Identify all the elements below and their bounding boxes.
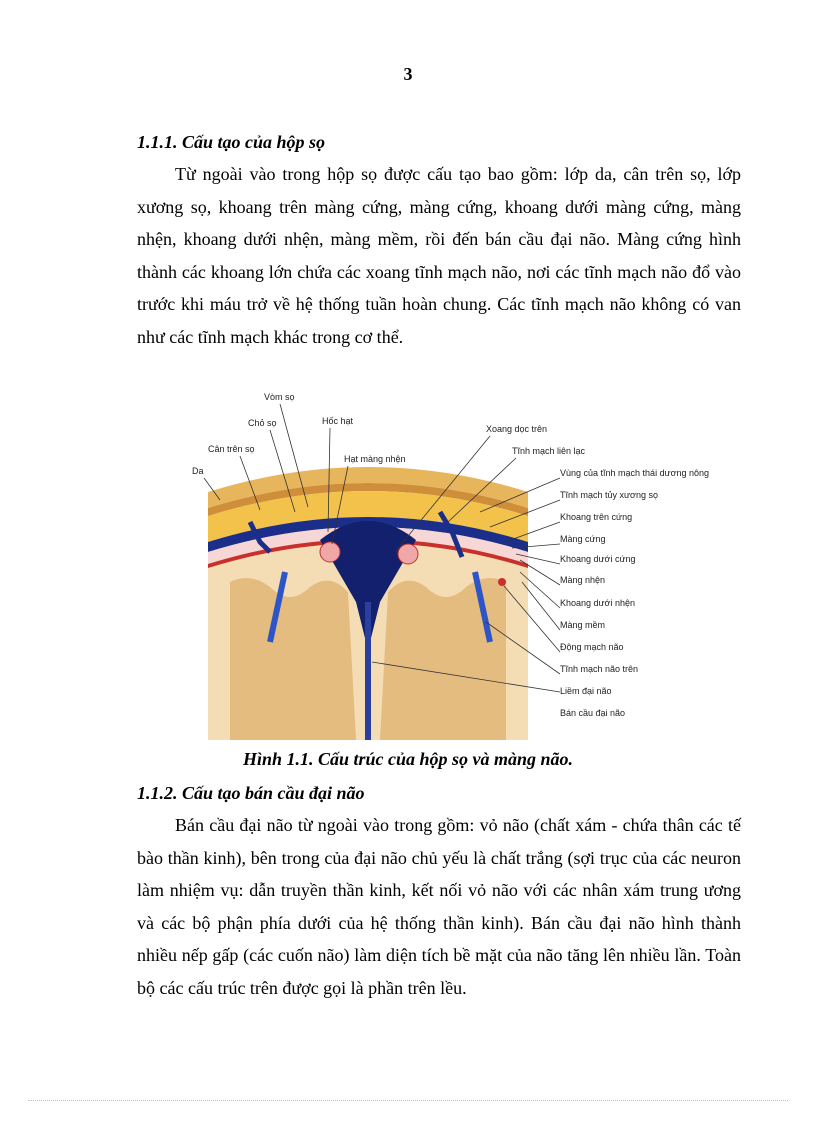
- figure-caption: Hình 1.1. Cấu trúc của hộp sọ và màng não.: [242, 749, 574, 769]
- label-skull-vault: Vòm sọ: [264, 392, 295, 402]
- footer-divider: [28, 1100, 788, 1101]
- label-granular-pit: Hốc hạt: [322, 416, 354, 426]
- label-subdural-space: Khoang dưới cứng: [560, 554, 636, 564]
- figure-skull-meninges: [190, 382, 740, 742]
- arachnoid-granulation: [398, 544, 418, 564]
- right-hemisphere-cortex: [380, 578, 506, 740]
- label-cerebral-hemisphere: Bán cầu đại não: [560, 708, 626, 718]
- left-hemisphere-cortex: [230, 578, 356, 740]
- label-cerebral-artery: Động mạch não: [560, 642, 624, 652]
- label-epidural-space: Khoang trên cứng: [560, 512, 633, 522]
- section-heading-hemisphere: 1.1.2. Cấu tạo bán cầu đại não: [137, 783, 365, 803]
- label-subarachnoid-space: Khoang dưới nhện: [560, 598, 635, 608]
- label-galea: Cân trên sọ: [208, 444, 255, 454]
- label-skin: Da: [192, 466, 204, 476]
- paragraph-skull: Từ ngoài vào trong hộp sọ được cấu tạo bao gồm: lớp da, cân trên sọ, lớp xương sọ, khoang trên màng cứng, màng cứng, khoang dưới màng cứng, màng nhện, khoang dưới nhện, màng mềm, rồi đến bán cầu đại não. Màng cứng hình thành các khoang lớn chứa các xoang tĩnh mạch não, nơi các tĩnh mạch não đổ vào trước khi máu trở về hệ thống tuần hoàn chung. Các tĩnh mạch não không có van như các tĩnh mạch khác trong cơ thể.: [137, 164, 741, 347]
- cerebral-artery: [498, 578, 506, 586]
- label-communicating-vein: Tĩnh mạch liên lạc: [512, 446, 586, 456]
- label-falx-cerebri: Liềm đại não: [560, 686, 612, 696]
- label-pia-mater: Màng mềm: [560, 620, 606, 630]
- label-arachnoid: Màng nhện: [560, 575, 606, 585]
- paragraph-hemisphere: Bán cầu đại não từ ngoài vào trong gồm: vỏ não (chất xám - chứa thân các tế bào thần kinh), bên trong của đại não chủ yếu là chất trắng (sợi trục của các neuron làm nhiệm vụ: dẫn truyền thần kinh, kết nối vỏ não với các nhân xám trung ương và các bộ phận phía dưới của hệ thống thần kinh). Bán cầu đại não hình thành nhiều nếp gấp (các cuốn não) làm diện tích bề mặt của não tăng lên nhiều lần. Toàn bộ các cấu trúc trên được gọi là phần trên lều.: [137, 815, 741, 998]
- skull-meninges-illustration: [190, 382, 740, 742]
- page-number: 3: [403, 64, 413, 84]
- label-arachnoid-granulation: Hạt màng nhện: [344, 454, 406, 464]
- label-superior-sagittal-sinus: Xoang dọc trên: [486, 424, 548, 434]
- label-dura-mater: Màng cứng: [560, 534, 606, 544]
- falx-cerebri: [365, 602, 371, 740]
- label-vertex: Chỏ sọ: [248, 418, 277, 428]
- label-temporal-vein-region: Vùng của tĩnh mạch thái dương nông: [560, 468, 710, 478]
- section-heading-skull: 1.1.1. Cấu tạo của hộp sọ: [137, 132, 326, 152]
- arachnoid-granulation: [320, 542, 340, 562]
- label-diploic-vein: Tĩnh mạch tủy xương sọ: [560, 490, 658, 500]
- label-superior-cerebral-vein: Tĩnh mạch não trên: [560, 664, 639, 674]
